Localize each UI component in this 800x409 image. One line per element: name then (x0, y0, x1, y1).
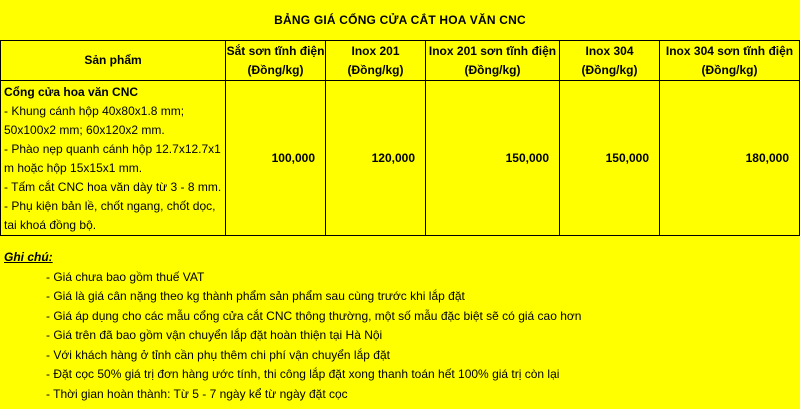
note-item: - Giá trên đã bao gồm vận chuyển lắp đặt hoàn thiện tại Hà Nội (46, 326, 794, 346)
product-title: Cổng cửa hoa văn CNC (4, 85, 139, 99)
table-header-row (1, 41, 800, 81)
price-inox-304: 150,000 (560, 81, 660, 236)
note-item: - Giá áp dụng cho các mẫu cổng cửa cắt CNC thông thường, một số mẫu đặc biệt sẽ có giá cao hơn (46, 307, 794, 327)
note-item: - Giá là giá cân nặng theo kg thành phẩm sản phẩm sau cùng trước khi lắp đặt (46, 287, 794, 307)
notes-list (4, 268, 794, 405)
note-item: - Với khách hàng ở tỉnh cần phụ thêm chi phí vận chuyển lắp đặt (46, 346, 794, 366)
header-inox-201: Inox 201 (Đồng/kg) (326, 41, 426, 81)
price-table (0, 40, 800, 236)
product-spec-line: m hoặc hộp 15x15x1 mm. (4, 161, 143, 175)
product-description (1, 81, 226, 236)
product-spec-line: tai khoá đồng bộ. (4, 218, 97, 232)
price-inox-304-painted: 180,000 (660, 81, 800, 236)
page-title-text: BẢNG GIÁ CỔNG CỬA CẮT HOA VĂN CNC (274, 13, 526, 27)
price-inox-201-painted: 150,000 (426, 81, 560, 236)
product-spec-line: - Tấm cắt CNC hoa văn dày từ 3 - 8 mm. (4, 180, 222, 194)
table-row (1, 81, 800, 236)
header-inox-304-painted: Inox 304 sơn tĩnh điện (Đồng/kg) (660, 41, 800, 81)
notes-section (4, 248, 794, 404)
product-spec-line: - Khung cánh hộp 40x80x1.8 mm; (4, 104, 185, 118)
notes-heading: Ghi chú: (4, 250, 53, 264)
header-inox-304: Inox 304 (Đồng/kg) (560, 41, 660, 81)
note-item: - Thời gian hoàn thành: Từ 5 - 7 ngày kể từ ngày đặt cọc (46, 385, 794, 405)
note-item: - Giá chưa bao gồm thuế VAT (46, 268, 794, 288)
header-inox-201-painted: Inox 201 sơn tĩnh điện (Đồng/kg) (426, 41, 560, 81)
price-painted-steel: 100,000 (226, 81, 326, 236)
page-title (0, 0, 800, 40)
product-spec-line: - Phụ kiện bản lề, chốt ngang, chốt dọc, (4, 199, 216, 213)
header-product: Sản phẩm (1, 41, 226, 81)
header-painted-steel: Sắt sơn tĩnh điện (Đồng/kg) (226, 41, 326, 81)
note-item: - Đặt cọc 50% giá trị đơn hàng ước tính, thi công lắp đặt xong thanh toán hết 100% giá trị còn lại (46, 365, 794, 385)
product-spec-line: - Phào nẹp quanh cánh hộp 12.7x12.7x1 (4, 142, 221, 156)
product-spec-line: 50x100x2 mm; 60x120x2 mm. (4, 123, 165, 137)
price-inox-201: 120,000 (326, 81, 426, 236)
